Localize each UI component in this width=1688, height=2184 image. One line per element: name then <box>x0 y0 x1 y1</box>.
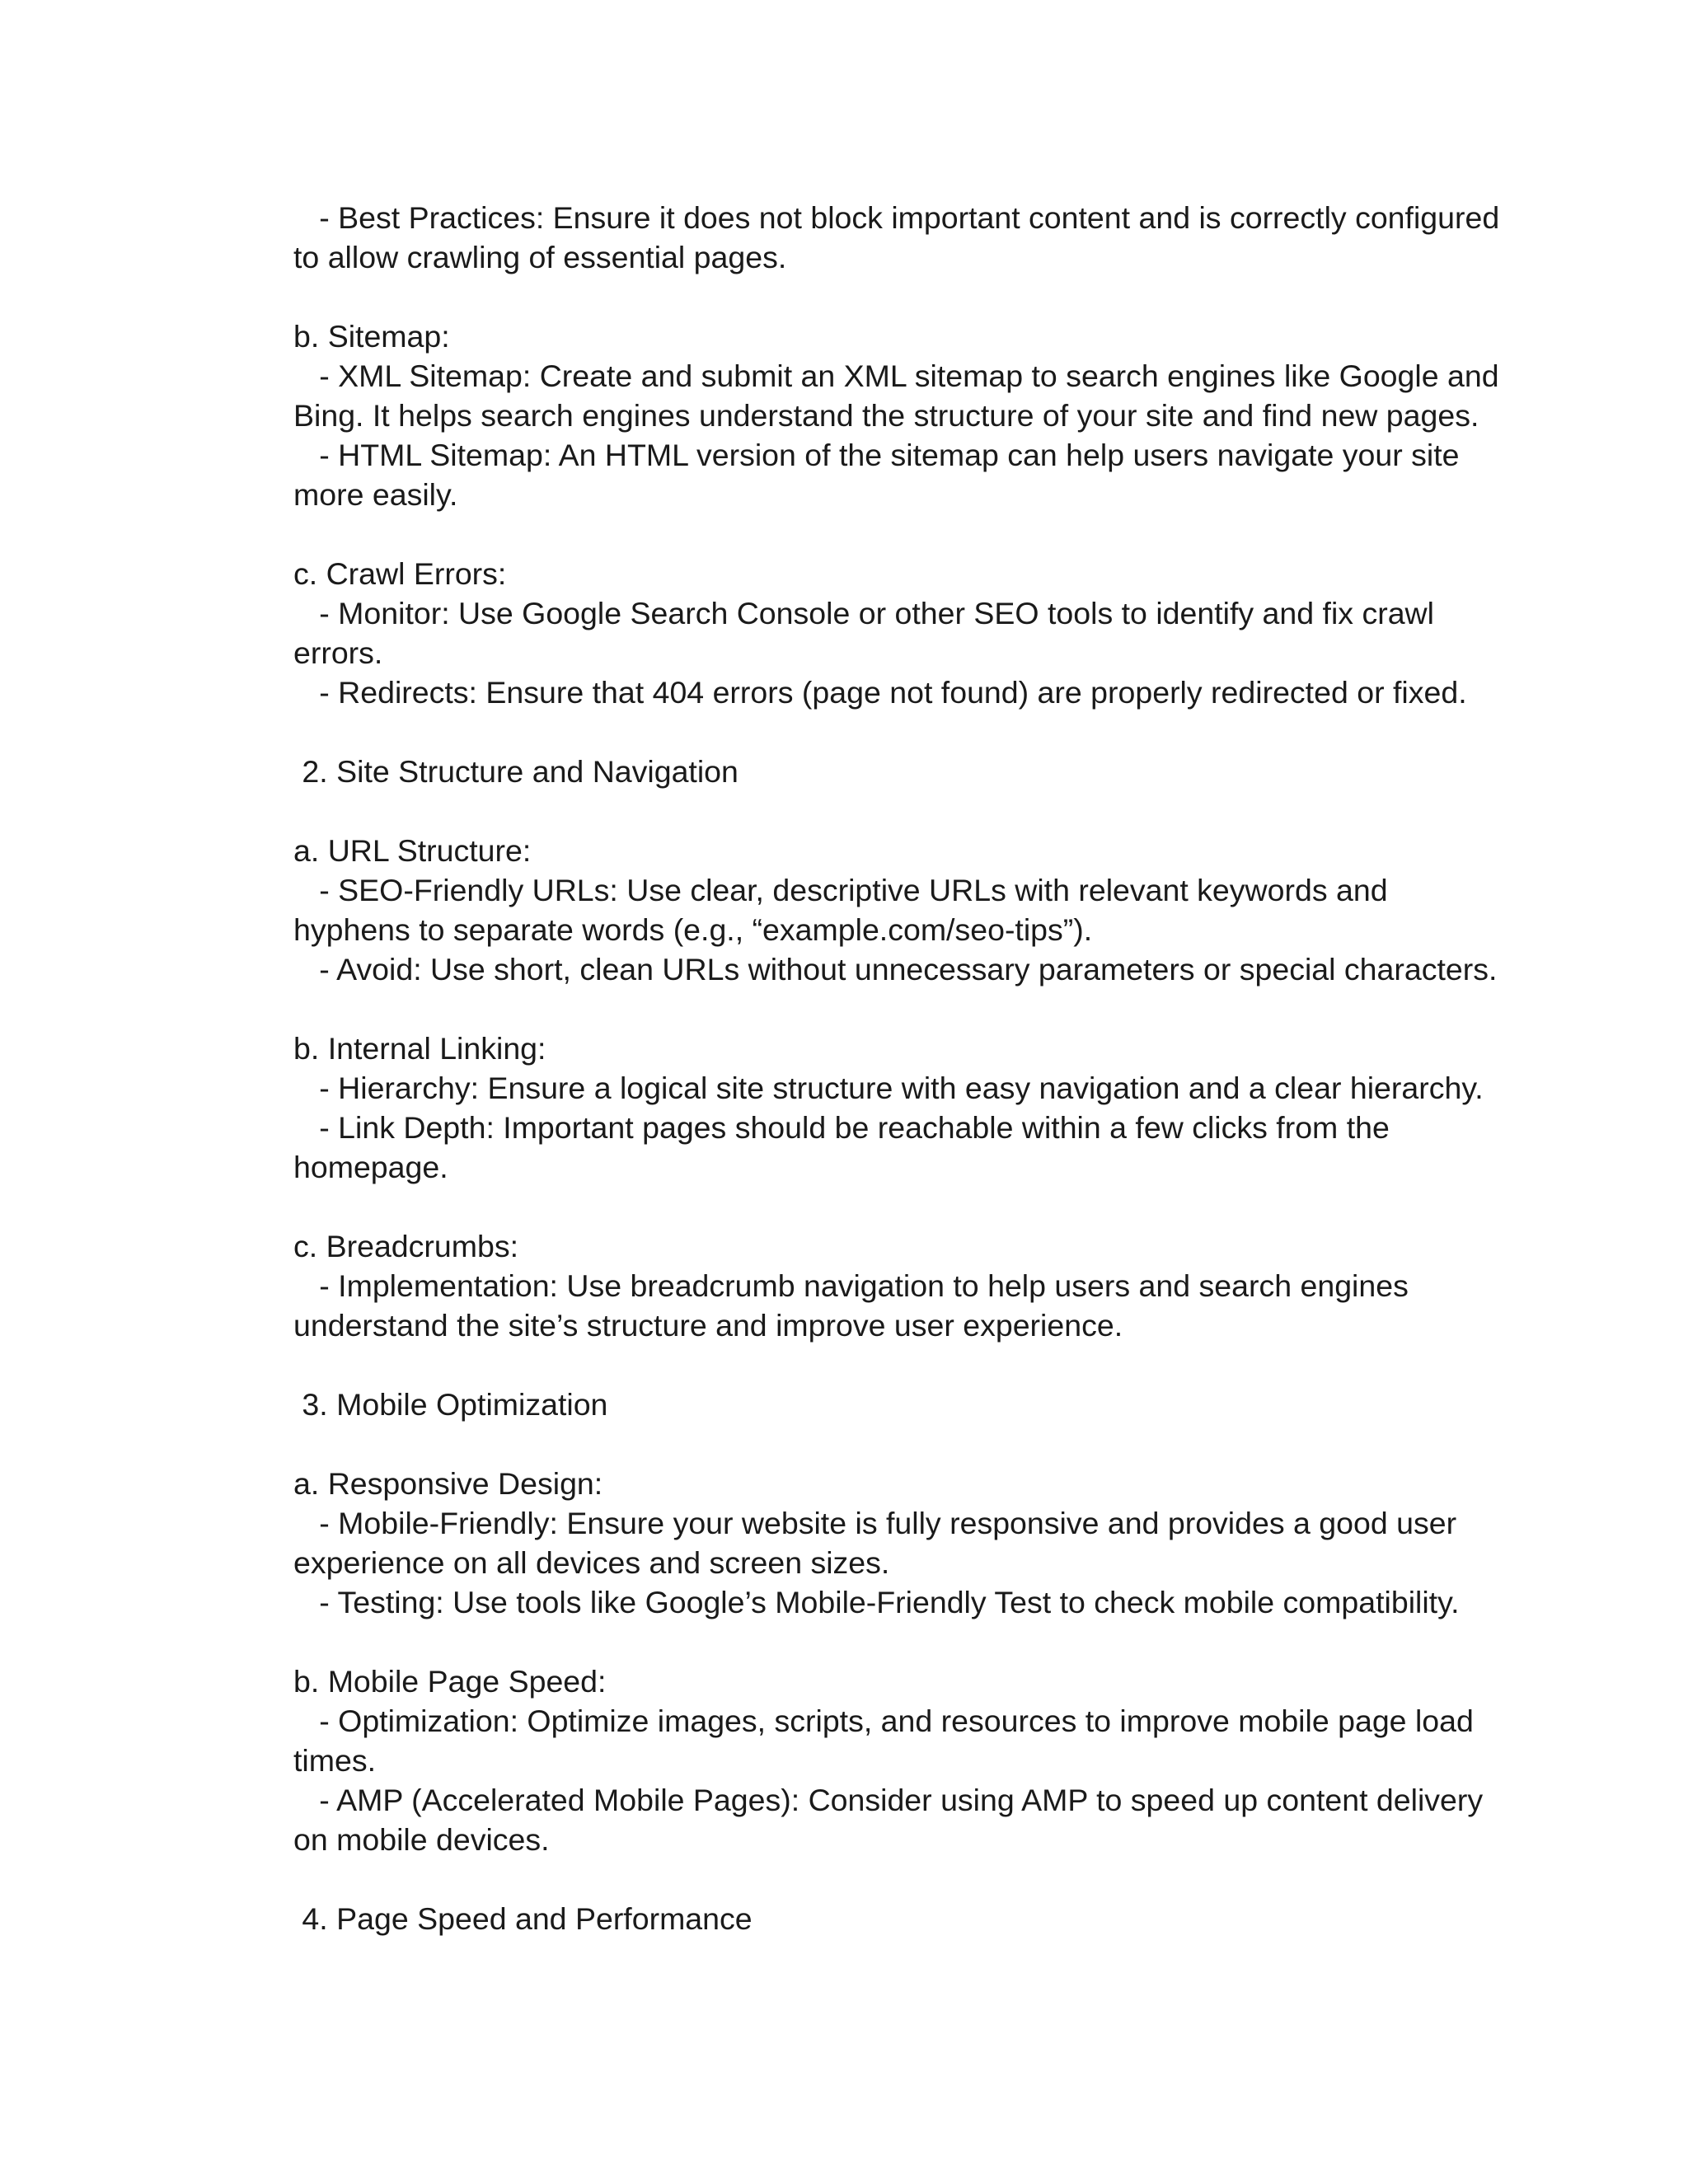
text-line: 4. Page Speed and Performance <box>293 1901 753 1936</box>
text-line: - XML Sitemap: Create and submit an XML sitemap to search engines like Google and <box>293 359 1499 393</box>
text-line: - AMP (Accelerated Mobile Pages): Consider using AMP to speed up content delivery <box>293 1783 1484 1817</box>
text-line: - Optimization: Optimize images, scripts, and resources to improve mobile page load <box>293 1704 1474 1738</box>
text-line: - Monitor: Use Google Search Console or other SEO tools to identify and fix crawl <box>293 596 1434 630</box>
text-line: c. Breadcrumbs: <box>293 1229 519 1263</box>
document-body <box>293 198 1500 1938</box>
blank-line <box>293 277 1480 316</box>
text-line: errors. <box>293 635 383 670</box>
text-line: - Link Depth: Important pages should be reachable within a few clicks from the <box>293 1110 1390 1145</box>
blank-line <box>293 514 1480 554</box>
text-line: experience on all devices and screen sizes. <box>293 1545 890 1580</box>
text-line: hyphens to separate words (e.g., “example.com/seo-tips”). <box>293 912 1093 947</box>
text-line: - Hierarchy: Ensure a logical site structure with easy navigation and a clear hierarchy. <box>293 1071 1484 1105</box>
text-line: - HTML Sitemap: An HTML version of the sitemap can help users navigate your site <box>293 438 1460 472</box>
text-line: c. Crawl Errors: <box>293 556 507 591</box>
text-line: 3. Mobile Optimization <box>293 1387 608 1422</box>
text-line: b. Mobile Page Speed: <box>293 1664 607 1699</box>
text-line: - Mobile-Friendly: Ensure your website is fully responsive and provides a good user <box>293 1506 1457 1540</box>
blank-line <box>293 989 1480 1029</box>
text-line: - Avoid: Use short, clean URLs without unnecessary parameters or special characters. <box>293 952 1498 987</box>
text-line: homepage. <box>293 1150 448 1184</box>
text-line: 2. Site Structure and Navigation <box>293 754 738 789</box>
blank-line <box>293 1345 1480 1385</box>
text-line: - SEO-Friendly URLs: Use clear, descriptive URLs with relevant keywords and <box>293 873 1388 907</box>
blank-line <box>293 712 1480 752</box>
text-line: - Testing: Use tools like Google’s Mobile-Friendly Test to check mobile compatibility. <box>293 1585 1460 1619</box>
text-line: Bing. It helps search engines understand the structure of your site and find new pages. <box>293 398 1479 433</box>
text-line: more easily. <box>293 477 458 512</box>
text-line: - Best Practices: Ensure it does not block important content and is correctly configured <box>293 200 1500 235</box>
text-line: understand the site’s structure and improve user experience. <box>293 1308 1123 1343</box>
text-line: b. Sitemap: <box>293 319 450 354</box>
text-line: on mobile devices. <box>293 1822 550 1857</box>
text-line: b. Internal Linking: <box>293 1031 546 1066</box>
blank-line <box>293 1859 1480 1899</box>
text-line: a. Responsive Design: <box>293 1466 603 1501</box>
text-line: - Implementation: Use breadcrumb navigation to help users and search engines <box>293 1268 1409 1303</box>
blank-line <box>293 1424 1480 1464</box>
text-line: to allow crawling of essential pages. <box>293 240 787 274</box>
blank-line <box>293 1622 1480 1661</box>
text-line: - Redirects: Ensure that 404 errors (page not found) are properly redirected or fixed. <box>293 675 1467 710</box>
blank-line <box>293 791 1480 831</box>
blank-line <box>293 1187 1480 1226</box>
text-line: times. <box>293 1743 377 1778</box>
text-line: a. URL Structure: <box>293 833 532 868</box>
